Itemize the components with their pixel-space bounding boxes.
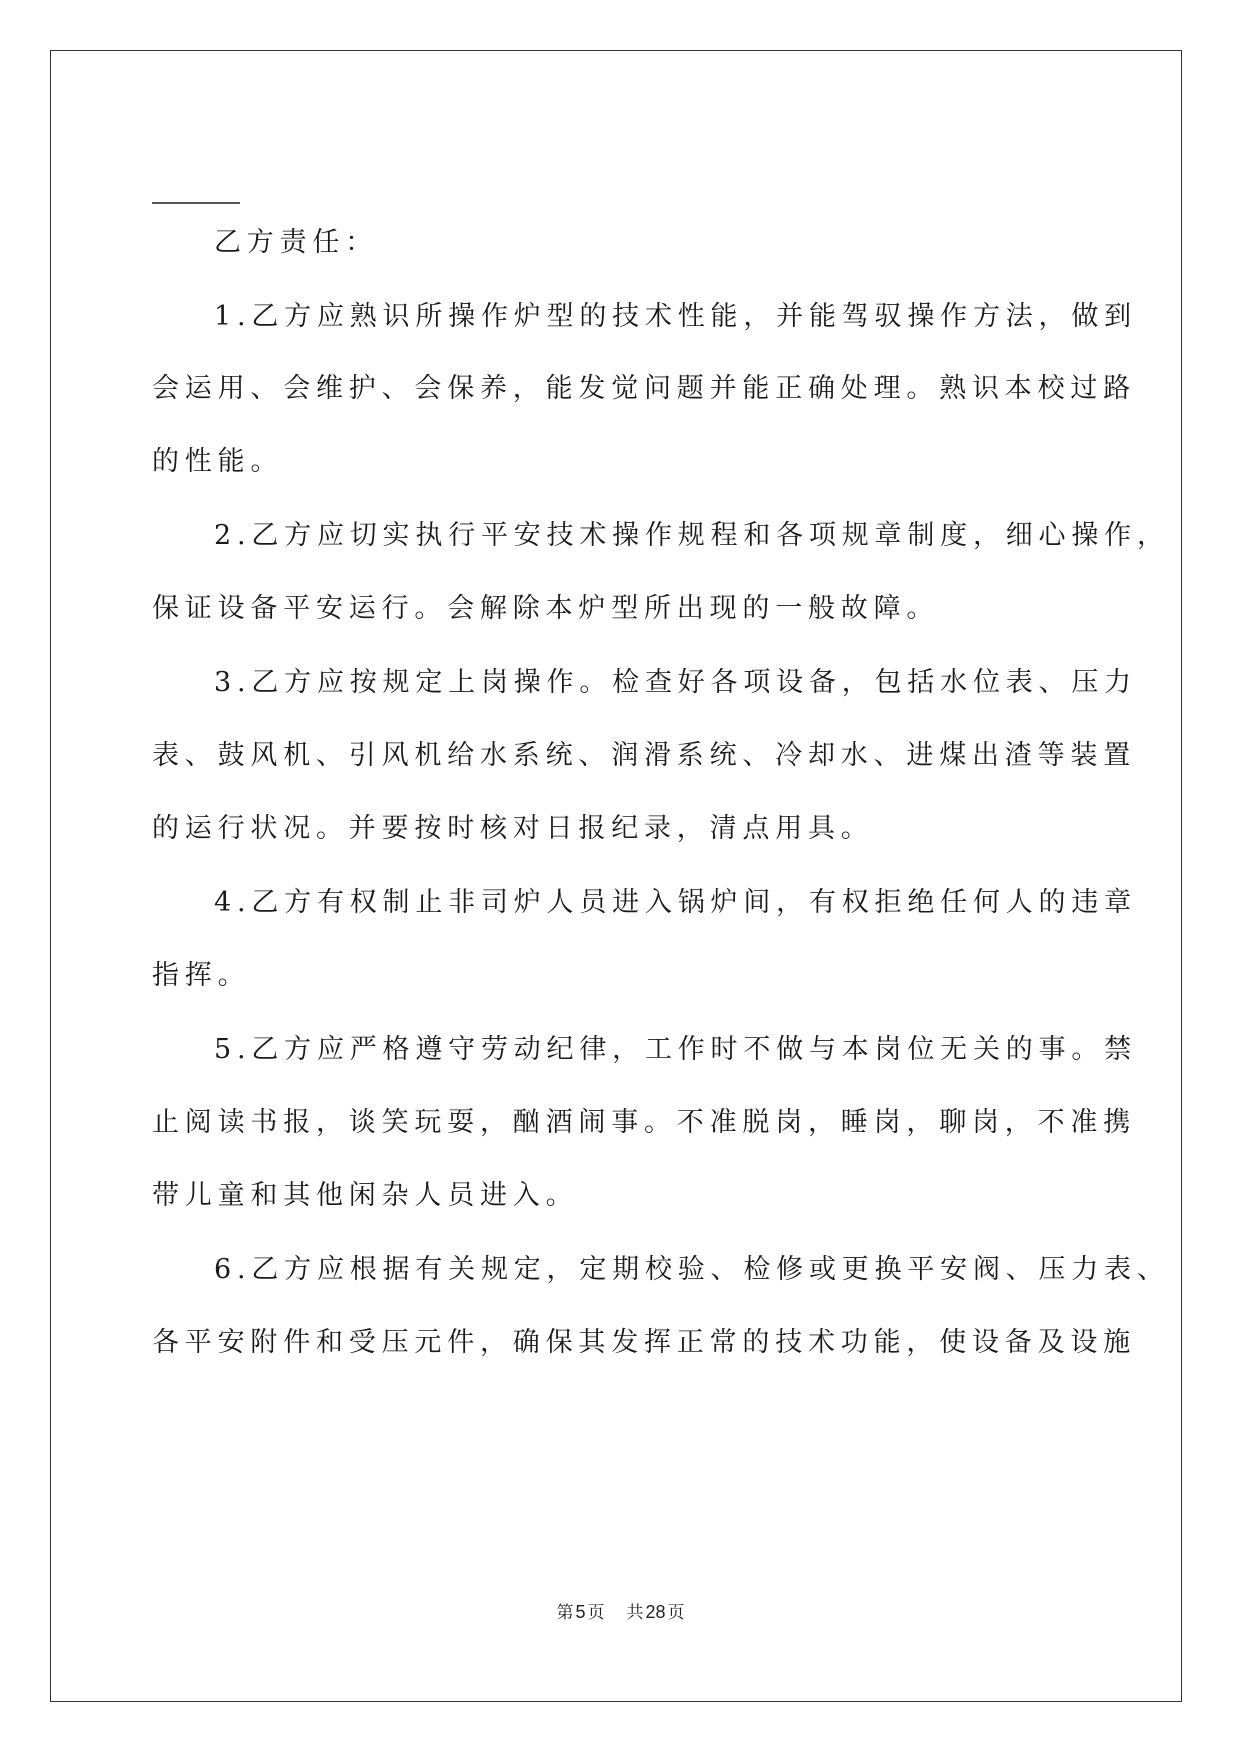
clause-2-line-2: 保证设备平安运行。会解除本炉型所出现的一般故障。: [152, 593, 940, 624]
clause-4-line-2: 指挥。: [152, 960, 251, 991]
clause-3-line-1: 3.乙方应按规定上岗操作。检查好各项设备，包括水位表、压力: [214, 667, 1137, 698]
clause-5-line-2: 止阅读书报，谈笑玩耍，酗酒闹事。不准脱岗，睡岗，聊岗，不准携: [152, 1107, 1136, 1138]
clause-5-line-3: 带儿童和其他闲杂人员进入。: [152, 1180, 579, 1211]
total-suffix: 页: [667, 1603, 685, 1623]
page-footer: [0, 1598, 1241, 1623]
clause-4-line-1: 4.乙方有权制止非司炉人员进入锅炉间，有权拒绝任何人的违章: [214, 887, 1137, 918]
total-prefix: 共: [626, 1603, 644, 1623]
clause-6-line-2: 各平安附件和受压元件，确保其发挥正常的技术功能，使设备及设施: [152, 1327, 1136, 1358]
page-number: 5: [575, 1602, 586, 1622]
total-pages: 28: [645, 1602, 666, 1622]
clause-1-line-2: 会运用、会维护、会保养，能发觉问题并能正确处理。熟识本校过路: [152, 373, 1136, 404]
clause-2-line-1: 2.乙方应切实执行平安技术操作规程和各项规章制度，细心操作，: [214, 520, 1170, 551]
clause-3-line-2: 表、鼓风机、引风机给水系统、润滑系统、冷却水、进煤出渣等装置: [152, 740, 1136, 771]
clause-3-line-3: 的运行状况。并要按时核对日报纪录，清点用具。: [152, 813, 874, 844]
clause-1-line-1: 1.乙方应熟识所操作炉型的技术性能，并能驾驭操作方法，做到: [214, 301, 1137, 332]
clause-5-line-1: 5.乙方应严格遵守劳动纪律，工作时不做与本岗位无关的事。禁: [214, 1034, 1137, 1065]
page-suffix: 页: [587, 1603, 605, 1623]
clause-1-line-3: 的性能。: [152, 446, 284, 477]
separator-line: [152, 202, 240, 204]
section-heading: 乙方责任：: [214, 227, 378, 258]
page-border: [50, 50, 1182, 1702]
page-prefix: 第: [556, 1603, 574, 1623]
clause-6-line-1: 6.乙方应根据有关规定，定期校验、检修或更换平安阀、压力表、: [214, 1254, 1170, 1285]
